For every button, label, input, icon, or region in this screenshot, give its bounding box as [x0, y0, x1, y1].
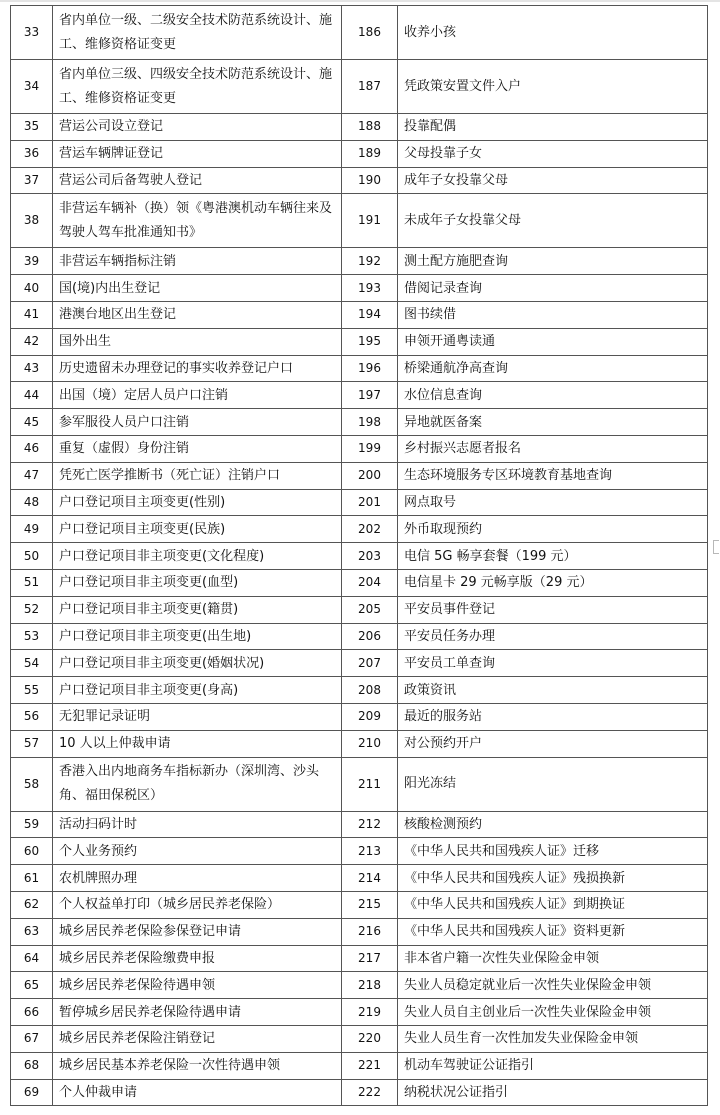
table-row: [11, 543, 708, 570]
item-name-right: 投靠配偶: [398, 114, 708, 141]
item-name-right: 水位信息查询: [398, 382, 708, 409]
item-number-right: 189: [342, 140, 398, 167]
item-number-left: 46: [11, 435, 53, 462]
item-number-right: 190: [342, 167, 398, 194]
table-row: [11, 596, 708, 623]
item-name-right: 未成年子女投靠父母: [398, 194, 708, 248]
item-name-left: 暂停城乡居民养老保险待遇申请: [53, 999, 342, 1026]
table-row: [11, 865, 708, 892]
table-row: [11, 435, 708, 462]
item-number-left: 62: [11, 891, 53, 918]
item-number-right: 222: [342, 1079, 398, 1106]
item-number-left: 38: [11, 194, 53, 248]
item-number-left: 66: [11, 999, 53, 1026]
item-number-left: 56: [11, 703, 53, 730]
item-name-right: 失业人员生育一次性加发失业保险金申领: [398, 1025, 708, 1052]
item-number-right: 207: [342, 650, 398, 677]
item-number-right: 204: [342, 569, 398, 596]
table-row: [11, 167, 708, 194]
item-name-left: 凭死亡医学推断书（死亡证）注销户口: [53, 462, 342, 489]
item-name-left: 户口登记项目主项变更(性别): [53, 489, 342, 516]
item-number-right: 206: [342, 623, 398, 650]
item-name-left: 户口登记项目非主项变更(婚姻状况): [53, 650, 342, 677]
item-number-left: 45: [11, 409, 53, 436]
item-name-right: 桥梁通航净高查询: [398, 355, 708, 382]
item-name-left: 省内单位三级、四级安全技术防范系统设计、施工、维修资格证变更: [53, 60, 342, 114]
item-name-right: 申领开通粤读通: [398, 328, 708, 355]
item-number-right: 192: [342, 248, 398, 275]
item-name-left: 城乡居民养老保险参保登记申请: [53, 918, 342, 945]
item-name-left: 国外出生: [53, 328, 342, 355]
item-name-right: 电信 5G 畅享套餐（199 元）: [398, 543, 708, 570]
item-name-right: 电信星卡 29 元畅享版（29 元）: [398, 569, 708, 596]
item-name-left: 个人仲裁申请: [53, 1079, 342, 1106]
item-name-left: 参军服役人员户口注销: [53, 409, 342, 436]
table-row: [11, 972, 708, 999]
item-name-left: 城乡居民养老保险注销登记: [53, 1025, 342, 1052]
item-name-right: 对公预约开户: [398, 730, 708, 757]
item-number-right: 208: [342, 677, 398, 704]
item-number-right: 202: [342, 516, 398, 543]
table-row: [11, 623, 708, 650]
table-row: [11, 677, 708, 704]
item-name-left: 港澳台地区出生登记: [53, 301, 342, 328]
item-name-left: 历史遗留未办理登记的事实收养登记户口: [53, 355, 342, 382]
table-row: [11, 301, 708, 328]
item-name-left: 香港入出内地商务车指标新办（深圳湾、沙头角、福田保税区）: [53, 757, 342, 811]
item-name-left: 出国（境）定居人员户口注销: [53, 382, 342, 409]
table-row: [11, 328, 708, 355]
item-number-left: 34: [11, 60, 53, 114]
item-number-right: 209: [342, 703, 398, 730]
table-row: [11, 275, 708, 302]
item-name-right: 乡村振兴志愿者报名: [398, 435, 708, 462]
table-row: [11, 382, 708, 409]
item-name-right: 政策资讯: [398, 677, 708, 704]
item-name-left: 重复（虚假）身份注销: [53, 435, 342, 462]
item-name-left: 户口登记项目主项变更(民族): [53, 516, 342, 543]
item-name-right: 平安员任务办理: [398, 623, 708, 650]
table-row: [11, 838, 708, 865]
item-name-left: 户口登记项目非主项变更(血型): [53, 569, 342, 596]
item-number-right: 205: [342, 596, 398, 623]
top-border-line: [0, 0, 720, 2]
item-number-left: 36: [11, 140, 53, 167]
table-row: [11, 489, 708, 516]
item-number-right: 188: [342, 114, 398, 141]
item-name-left: 户口登记项目非主项变更(文化程度): [53, 543, 342, 570]
item-number-left: 40: [11, 275, 53, 302]
table-row: [11, 569, 708, 596]
item-name-left: 活动扫码计时: [53, 811, 342, 838]
table-row: [11, 999, 708, 1026]
table-row: [11, 114, 708, 141]
item-name-left: 非营运车辆补（换）领《粤港澳机动车辆往来及驾驶人驾车批准通知书》: [53, 194, 342, 248]
item-name-left: 农机牌照办理: [53, 865, 342, 892]
table-row: [11, 194, 708, 248]
item-number-left: 55: [11, 677, 53, 704]
item-name-right: 《中华人民共和国残疾人证》残损换新: [398, 865, 708, 892]
item-number-right: 187: [342, 60, 398, 114]
item-number-right: 203: [342, 543, 398, 570]
table-row: [11, 1025, 708, 1052]
table-row: [11, 140, 708, 167]
item-name-left: 省内单位一级、二级安全技术防范系统设计、施工、维修资格证变更: [53, 6, 342, 60]
item-name-right: 凭政策安置文件入户: [398, 60, 708, 114]
item-number-left: 53: [11, 623, 53, 650]
item-number-left: 35: [11, 114, 53, 141]
item-name-left: 非营运车辆指标注销: [53, 248, 342, 275]
table-row: [11, 918, 708, 945]
item-name-left: 个人权益单打印（城乡居民养老保险）: [53, 891, 342, 918]
item-name-right: 核酸检测预约: [398, 811, 708, 838]
item-number-left: 69: [11, 1079, 53, 1106]
item-number-left: 67: [11, 1025, 53, 1052]
item-name-left: 个人业务预约: [53, 838, 342, 865]
item-name-right: 异地就医备案: [398, 409, 708, 436]
item-number-left: 47: [11, 462, 53, 489]
table-row: [11, 516, 708, 543]
item-name-left: 无犯罪记录证明: [53, 703, 342, 730]
item-number-left: 54: [11, 650, 53, 677]
item-name-right: 外币取现预约: [398, 516, 708, 543]
item-number-left: 68: [11, 1052, 53, 1079]
item-number-right: 194: [342, 301, 398, 328]
item-name-left: 城乡居民养老保险待遇申领: [53, 972, 342, 999]
item-number-left: 33: [11, 6, 53, 60]
item-name-left: 户口登记项目非主项变更(籍贯): [53, 596, 342, 623]
item-number-right: 220: [342, 1025, 398, 1052]
item-name-right: 失业人员稳定就业后一次性失业保险金申领: [398, 972, 708, 999]
item-number-left: 51: [11, 569, 53, 596]
item-name-left: 营运车辆牌证登记: [53, 140, 342, 167]
item-name-right: 平安员事件登记: [398, 596, 708, 623]
item-number-left: 39: [11, 248, 53, 275]
item-number-right: 197: [342, 382, 398, 409]
item-name-right: 生态环境服务专区环境教育基地查询: [398, 462, 708, 489]
item-name-left: 国(境)内出生登记: [53, 275, 342, 302]
item-name-left: 城乡居民基本养老保险一次性待遇申领: [53, 1052, 342, 1079]
item-number-left: 37: [11, 167, 53, 194]
item-number-right: 200: [342, 462, 398, 489]
item-number-left: 61: [11, 865, 53, 892]
item-number-left: 59: [11, 811, 53, 838]
item-number-left: 43: [11, 355, 53, 382]
item-name-right: 《中华人民共和国残疾人证》迁移: [398, 838, 708, 865]
item-name-left: 10 人以上仲裁申请: [53, 730, 342, 757]
item-number-right: 201: [342, 489, 398, 516]
service-items-table: [10, 5, 708, 1106]
item-name-right: 《中华人民共和国残疾人证》资料更新: [398, 918, 708, 945]
item-name-right: 纳税状况公证指引: [398, 1079, 708, 1106]
item-number-left: 44: [11, 382, 53, 409]
item-name-right: 测土配方施肥查询: [398, 248, 708, 275]
item-name-left: 城乡居民养老保险缴费申报: [53, 945, 342, 972]
item-name-right: 失业人员自主创业后一次性失业保险金申领: [398, 999, 708, 1026]
item-number-left: 48: [11, 489, 53, 516]
page-edge-marker: [713, 540, 719, 554]
item-number-right: 186: [342, 6, 398, 60]
table-row: [11, 811, 708, 838]
table-row: [11, 757, 708, 811]
item-number-left: 65: [11, 972, 53, 999]
item-number-right: 219: [342, 999, 398, 1026]
table-row: [11, 1079, 708, 1106]
item-name-left: 户口登记项目非主项变更(身高): [53, 677, 342, 704]
item-number-right: 218: [342, 972, 398, 999]
item-number-left: 50: [11, 543, 53, 570]
item-number-right: 195: [342, 328, 398, 355]
item-number-left: 41: [11, 301, 53, 328]
item-number-right: 191: [342, 194, 398, 248]
table-row: [11, 703, 708, 730]
item-number-right: 214: [342, 865, 398, 892]
item-name-right: 平安员工单查询: [398, 650, 708, 677]
table-row: [11, 945, 708, 972]
table-row: [11, 409, 708, 436]
item-name-right: 最近的服务站: [398, 703, 708, 730]
item-name-right: 收养小孩: [398, 6, 708, 60]
table-row: [11, 891, 708, 918]
table-row: [11, 248, 708, 275]
item-number-left: 57: [11, 730, 53, 757]
item-number-right: 193: [342, 275, 398, 302]
table-row: [11, 60, 708, 114]
item-number-left: 63: [11, 918, 53, 945]
item-name-right: 成年子女投靠父母: [398, 167, 708, 194]
table-row: [11, 1052, 708, 1079]
item-number-right: 221: [342, 1052, 398, 1079]
item-number-right: 212: [342, 811, 398, 838]
item-name-right: 网点取号: [398, 489, 708, 516]
item-number-right: 199: [342, 435, 398, 462]
item-name-right: 非本省户籍一次性失业保险金申领: [398, 945, 708, 972]
table-row: [11, 462, 708, 489]
table-row: [11, 730, 708, 757]
item-number-right: 213: [342, 838, 398, 865]
item-number-right: 198: [342, 409, 398, 436]
item-name-right: 阳光冻结: [398, 757, 708, 811]
item-number-right: 216: [342, 918, 398, 945]
item-name-right: 借阅记录查询: [398, 275, 708, 302]
item-number-right: 215: [342, 891, 398, 918]
item-number-right: 210: [342, 730, 398, 757]
table-row: [11, 6, 708, 60]
item-name-right: 图书续借: [398, 301, 708, 328]
item-number-right: 217: [342, 945, 398, 972]
item-number-left: 49: [11, 516, 53, 543]
item-number-left: 42: [11, 328, 53, 355]
item-name-left: 户口登记项目非主项变更(出生地): [53, 623, 342, 650]
item-name-left: 营运公司后备驾驶人登记: [53, 167, 342, 194]
item-number-left: 58: [11, 757, 53, 811]
item-number-left: 64: [11, 945, 53, 972]
item-name-right: 父母投靠子女: [398, 140, 708, 167]
item-name-right: 《中华人民共和国残疾人证》到期换证: [398, 891, 708, 918]
item-name-left: 营运公司设立登记: [53, 114, 342, 141]
item-number-left: 52: [11, 596, 53, 623]
item-number-left: 60: [11, 838, 53, 865]
item-number-right: 211: [342, 757, 398, 811]
item-number-right: 196: [342, 355, 398, 382]
table-row: [11, 650, 708, 677]
table-row: [11, 355, 708, 382]
item-name-right: 机动车驾驶证公证指引: [398, 1052, 708, 1079]
